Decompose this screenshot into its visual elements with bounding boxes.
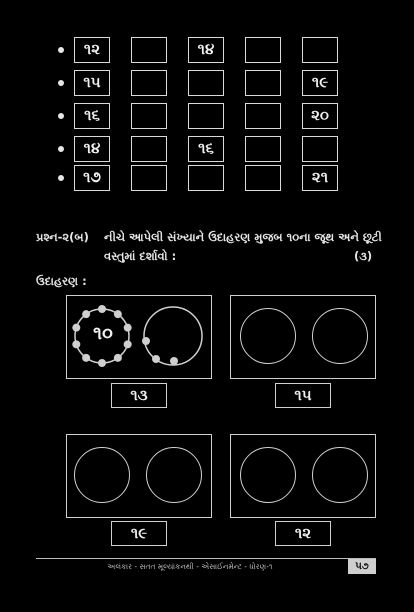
question-number: પ્રશ્ન-૨(બ): [36, 230, 89, 244]
blank-number-box: [245, 103, 281, 129]
number-box: ૧૬: [188, 136, 224, 162]
number-box: ૨૦: [302, 103, 338, 129]
task-1-number-box: ૧૫: [275, 383, 331, 408]
blank-number-box: [131, 70, 167, 96]
blank-number-box: [131, 103, 167, 129]
task-3-number-box: ૧૨: [275, 521, 331, 546]
ten-group-dot: [98, 359, 106, 367]
blank-number-box: [302, 37, 338, 63]
blank-number-box: [131, 165, 167, 191]
blank-number-box: [188, 103, 224, 129]
number-box: ૧૭: [74, 165, 110, 191]
number-box: ૧૨: [74, 37, 110, 63]
task-2-circle-ones: [146, 447, 202, 503]
example-label: ઉદાહરણ :: [36, 274, 87, 288]
question-marks: (૩): [354, 249, 373, 263]
loose-dot: [170, 357, 178, 365]
loose-dot: [142, 337, 150, 345]
question-line-1: નીચે આપેલી સંખ્યાને ઉદાહરણ મુજબ ૧૦ના જૂથ અને છૂટી: [104, 230, 382, 244]
loose-dot: [152, 355, 160, 363]
number-box: ૧૬: [74, 103, 110, 129]
blank-number-box: [245, 136, 281, 162]
task-3-circle-ones: [312, 447, 368, 503]
footer-text: અલંકાર - સતત મૂલ્યાંકનથી - એસાઈનમેન્ટ - ધોરણ-૧: [107, 562, 273, 571]
bullet: [58, 175, 64, 181]
bullet: [58, 146, 64, 152]
blank-number-box: [188, 165, 224, 191]
footer-divider: [36, 558, 376, 559]
bullet: [58, 113, 64, 119]
example-panel: [66, 295, 212, 379]
ten-group-dot: [113, 353, 121, 361]
blank-number-box: [245, 165, 281, 191]
loose-group-circle: [144, 307, 202, 365]
task-2-number-box: ૧૯: [111, 521, 167, 546]
task-panel-3: [230, 434, 376, 518]
task-1-circle-tens: [240, 308, 296, 364]
number-box: ૨૧: [302, 165, 338, 191]
task-panel-1: [230, 295, 376, 379]
ten-group-dot: [98, 305, 106, 313]
blank-number-box: [131, 37, 167, 63]
number-box: ૧૪: [74, 136, 110, 162]
task-3-circle-tens: [240, 447, 296, 503]
ten-group-dot: [82, 310, 90, 318]
blank-number-box: [302, 136, 338, 162]
task-panel-2: [66, 434, 212, 518]
bullet: [58, 80, 64, 86]
number-box: ૧૪: [188, 37, 224, 63]
number-box: ૧૫: [74, 70, 110, 96]
blank-number-box: [245, 37, 281, 63]
task-2-circle-tens: [74, 447, 130, 503]
blank-number-box: [131, 136, 167, 162]
ten-group-label: ૧૦: [93, 323, 113, 344]
question-line-2: વસ્તુમાં દર્શાવો :: [104, 249, 177, 263]
bullet: [58, 47, 64, 53]
blank-number-box: [245, 70, 281, 96]
ten-group-dot: [113, 310, 121, 318]
blank-number-box: [188, 70, 224, 96]
task-1-circle-ones: [312, 308, 368, 364]
number-box: ૧૯: [302, 70, 338, 96]
ten-group-dot: [82, 353, 90, 361]
example-number-box: ૧૩: [111, 383, 167, 408]
page-number: ૫૭: [348, 559, 376, 574]
